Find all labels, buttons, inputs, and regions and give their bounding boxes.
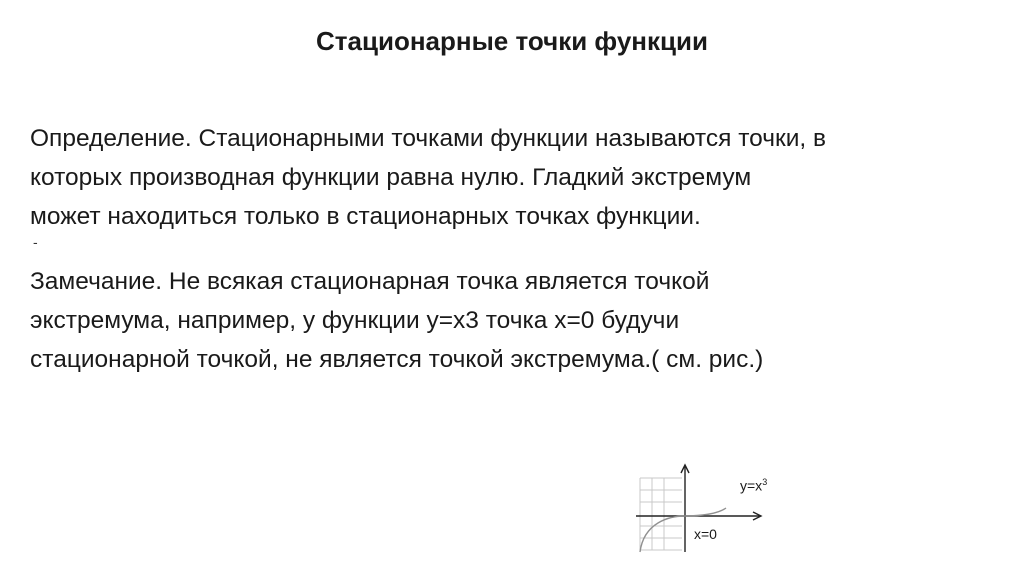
function-label-exponent: 3 [762, 477, 768, 487]
function-label [740, 477, 767, 494]
remark-paragraph [30, 262, 1005, 379]
definition-line: Определение. Стационарными точками функции называются точки, в [30, 125, 827, 152]
separator-mark: - [33, 234, 38, 250]
function-label-base: y=x [740, 477, 763, 494]
point-label: x=0 [694, 526, 717, 542]
definition-line: может находиться только в стационарных точках функции. [30, 203, 701, 230]
definition-line: которых производная функции равна нулю. Гладкий экстремум [30, 164, 752, 191]
grid-lines [640, 478, 682, 550]
slide-title: Стационарные точки функции [316, 26, 708, 56]
definition-paragraph [30, 119, 1005, 236]
cubic-graph [630, 460, 800, 560]
remark-line: экстремума, например, у функции y=x3 точка x=0 будучи [30, 307, 680, 334]
cubic-function-figure [630, 460, 800, 560]
remark-line: стационарной точкой, не является точкой экстремума.( см. рис.) [30, 346, 764, 373]
remark-line: Замечание. Не всякая стационарная точка является точкой [30, 268, 710, 295]
